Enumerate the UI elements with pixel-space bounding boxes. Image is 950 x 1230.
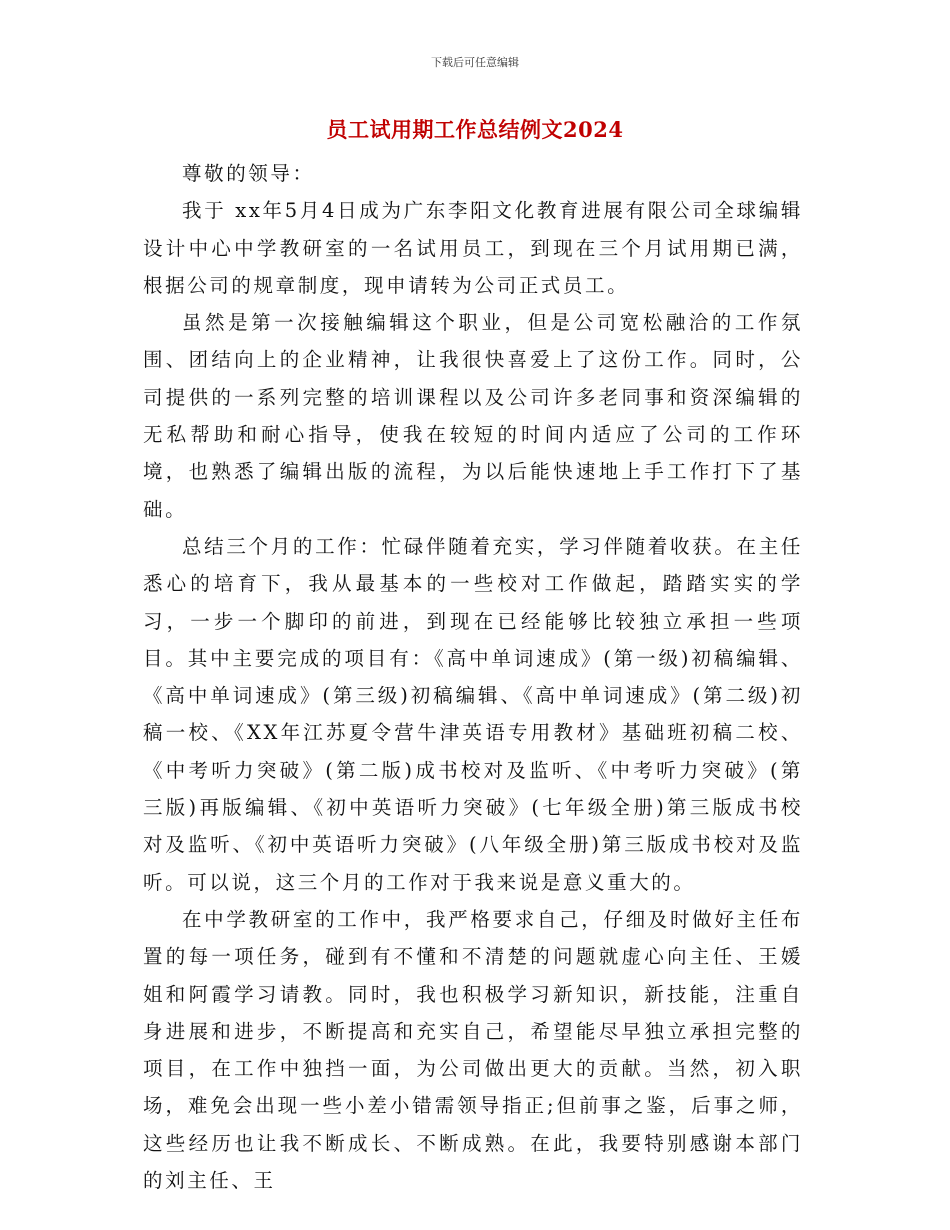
paragraph: 虽然是第一次接触编辑这个职业，但是公司宽松融洽的工作氛围、团结向上的企业精神，让我很快喜爱上了这份工作。同时，公司提供的一系列完整的培训课程以及公司许多老同事和资深编辑的无私帮助和耐心指导，使我在较短的时间内适应了公司的工作环境，也熟悉了编辑出版的流程，为以后能快速地上手工作打下了基础。 [143,311,803,521]
page-header-note: 下载后可任意编辑 [431,56,519,69]
salutation: 尊敬的领导： [182,162,315,185]
document-title: 员工试用期工作总结例文2024 [326,117,624,142]
paragraph: 总结三个月的工作：忙碌伴随着充实，学习伴随着收获。在主任悉心的培育下，我从最基本的一些校对工作做起，踏踏实实的学习，一步一个脚印的前进，到现在已经能够比较独立承担一些项目。其中主要完成的项目有：《高中单词速成》(第一级)初稿编辑、《高中单词速成》(第三级)初稿编辑、《高中单词速成》(第二级)初稿一校、《XX年江苏夏令营牛津英语专用教材》基础班初稿二校、《中考听力突破》(第二版)成书校对及监听、《中考听力突破》(第三版)再版编辑、《初中英语听力突破》(七年级全册)第三版成书校对及监听、《初中英语听力突破》(八年级全册)第三版成书校对及监听。可以说，这三个月的工作对于我来说是意义重大的。 [143,534,803,894]
paragraph: 在中学教研室的工作中，我严格要求自己，仔细及时做好主任布置的每一项任务，碰到有不懂和不清楚的问题就虚心向主任、王媛姐和阿霞学习请教。同时，我也积极学习新知识，新技能，注重自身进展和进步，不断提高和充实自己，希望能尽早独立承担完整的项目，在工作中独挡一面，为公司做出更大的贡献。当然，初入职场，难免会出现一些小差小错需领导指正;但前事之鉴，后事之师，这些经历也让我不断成长、不断成熟。在此，我要特别感谢本部门的刘主任、王 [143,907,803,1193]
paragraph: 我于 xx年5月4日成为广东李阳文化教育进展有限公司全球编辑设计中心中学教研室的一名试用员工，到现在三个月试用期已满，根据公司的规章制度，现申请转为公司正式员工。 [143,199,803,297]
document-body [143,155,803,1199]
